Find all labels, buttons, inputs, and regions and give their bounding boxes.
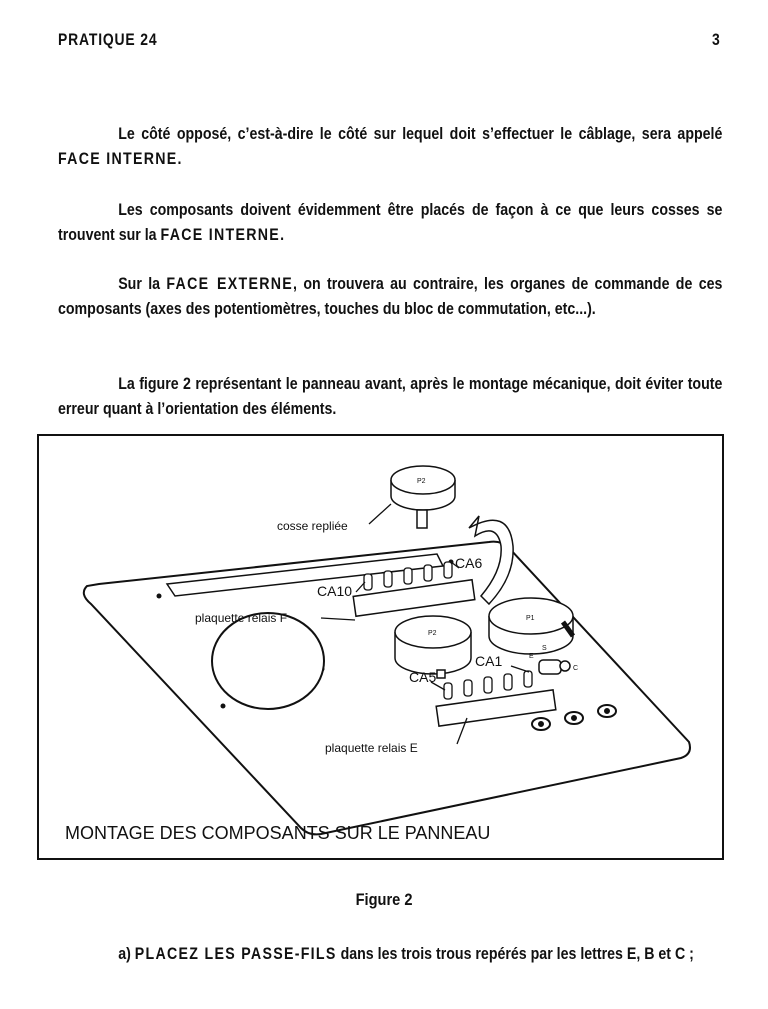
mounting-hole xyxy=(157,594,162,599)
paragraph-text: . xyxy=(177,150,182,168)
label-p2-top: P2 xyxy=(417,478,426,485)
mounting-hole xyxy=(221,704,226,709)
paragraph-text: Le côté opposé, c’est-à-dire le côté sur lequel doit s’effectuer le câblage, sera appelé xyxy=(118,125,723,143)
label-cosse-repliee: cosse repliée xyxy=(277,519,348,533)
label-switch-e: E xyxy=(529,653,534,660)
label-ca1: CA1 xyxy=(475,653,503,669)
paragraph-text: La figure 2 représentant le panneau avant, après le montage mécanique, doit éviter toute erreur quant à l’orientation des éléments. xyxy=(58,375,723,418)
paragraph-text: , on trouvera au contraire, les organes de commande de ces composants (axes des potentiomètres, touches du bloc de commutation, etc...). xyxy=(58,275,723,318)
instruction-prefix: a) xyxy=(118,945,135,963)
label-relay-strip-f: plaquette relais F xyxy=(195,611,288,625)
panel-illustration xyxy=(39,436,726,862)
speaker-cutout xyxy=(212,613,324,709)
instruction-emphasis: PLACEZ LES PASSE-FILS xyxy=(134,945,337,963)
page-number: 3 xyxy=(712,30,721,49)
paragraph-text: Les composants doivent évidemment être placés de façon à ce que leurs cosses se trouvent sur la xyxy=(58,201,723,244)
potentiometer-p1 xyxy=(489,598,573,654)
paragraph-3 xyxy=(58,272,724,322)
label-ca10: CA10 xyxy=(317,583,353,599)
figure-caption xyxy=(0,890,768,910)
emphasis-text: FACE INTERNE xyxy=(58,150,178,168)
label-ca5: CA5 xyxy=(409,669,437,685)
label-switch-c: C xyxy=(573,665,579,672)
label-relay-strip-e: plaquette relais E xyxy=(325,741,418,755)
paragraph-4 xyxy=(58,372,724,422)
instruction-a xyxy=(58,942,724,967)
caption-text: Figure 2 xyxy=(355,890,413,909)
figure-title: MONTAGE DES COMPOSANTS SUR LE PANNEAU xyxy=(65,823,491,843)
instruction-text: dans les trois trous repérés par les lettres E, B et C ; xyxy=(336,945,694,963)
paragraph-2 xyxy=(58,198,724,248)
emphasis-text: FACE EXTERNE xyxy=(166,275,294,293)
potentiometer-p2-exploded xyxy=(391,466,455,528)
paragraph-1 xyxy=(58,122,724,172)
paragraph-text: . xyxy=(280,226,285,244)
label-p2: P2 xyxy=(428,630,437,637)
label-switch-s: S xyxy=(542,645,547,652)
label-p1: P1 xyxy=(526,615,535,622)
label-ca6: CA6 xyxy=(455,555,483,571)
emphasis-text: FACE INTERNE xyxy=(160,226,281,244)
running-header-title: PRATIQUE 24 xyxy=(58,30,158,49)
paragraph-text: Sur la xyxy=(118,275,167,293)
figure-frame xyxy=(37,434,724,860)
